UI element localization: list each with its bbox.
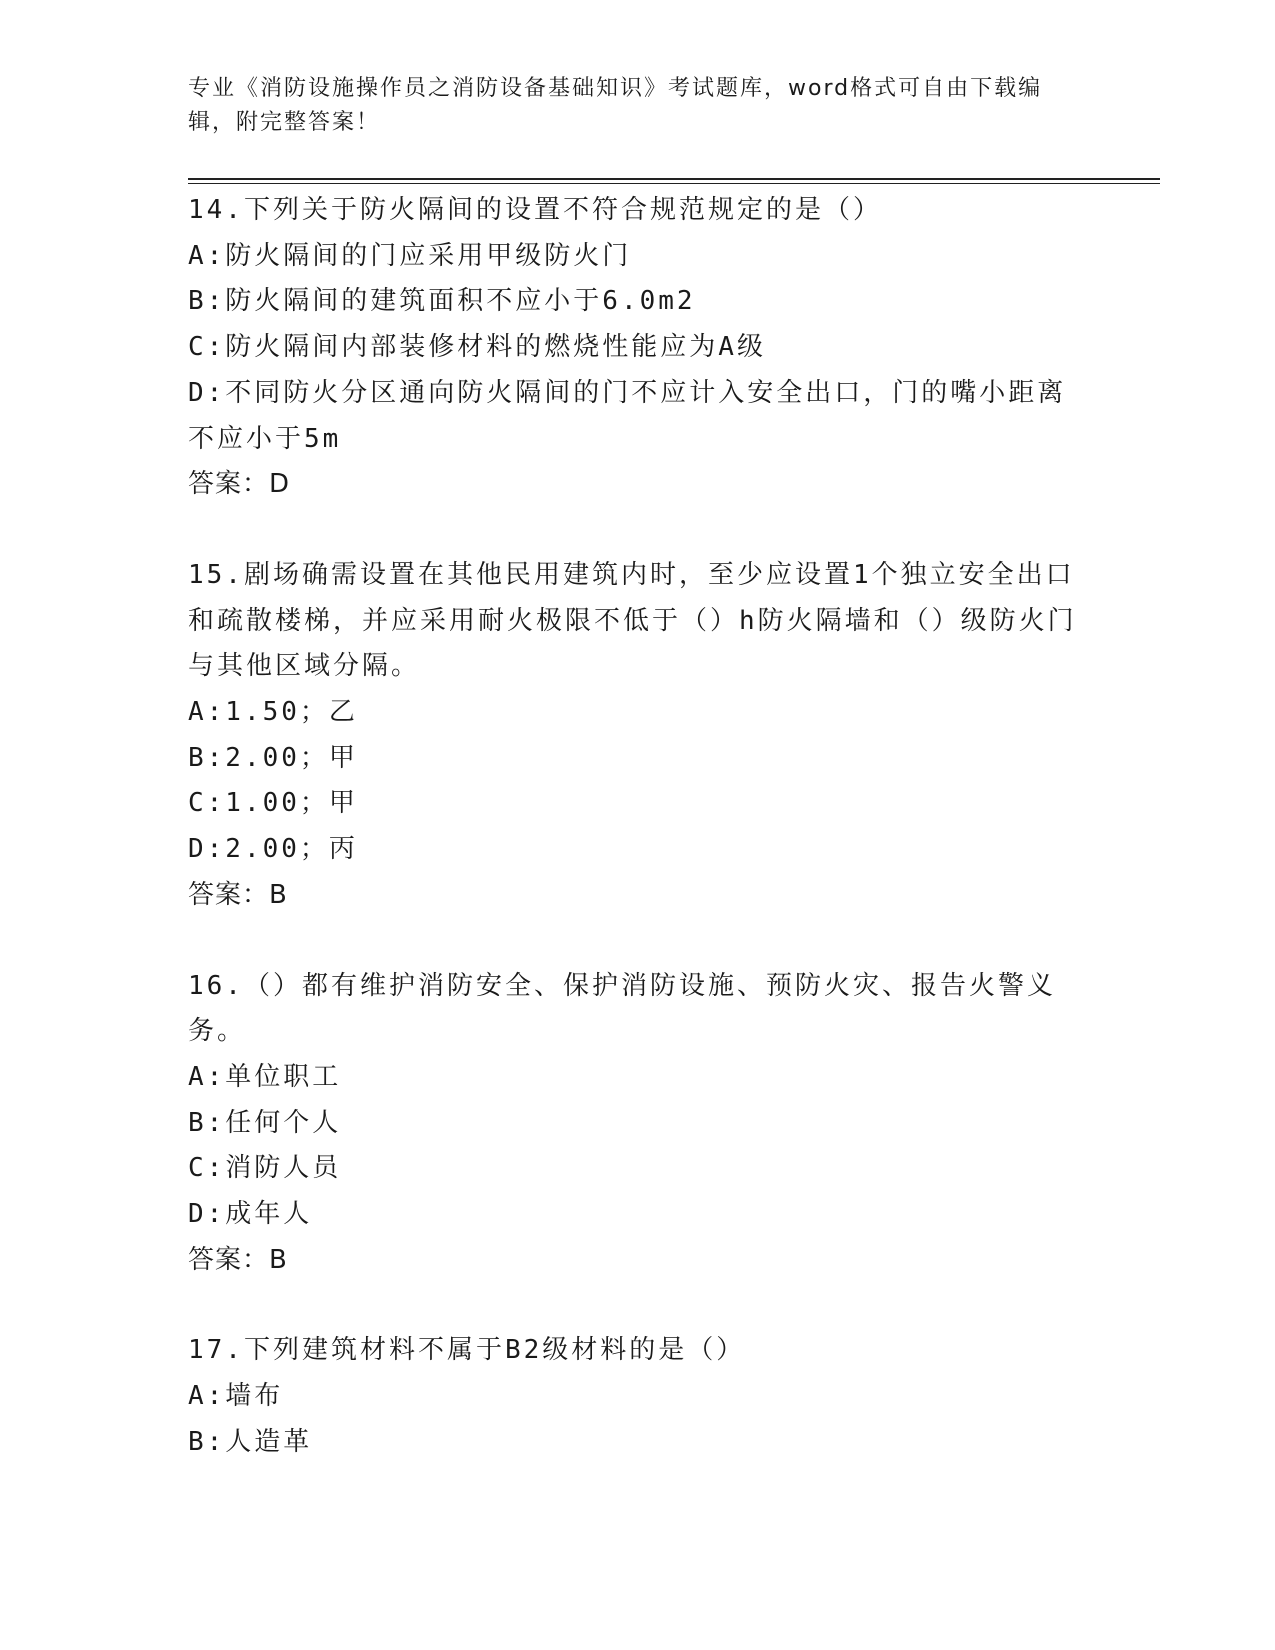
answer-label: 答案：B <box>188 1244 288 1275</box>
question-stem: 15.剧场确需设置在其他民用建筑内时，至少应设置1个独立安全出口和疏散楼梯，并应采用耐火极限不低于（）h防火隔墙和（）级防火门与其他区域分隔。 <box>188 559 1077 682</box>
document-header: 专业《消防设施操作员之消防设备基础知识》考试题库，word格式可自由下载编辑，附完整答案！ <box>188 76 1043 135</box>
option-b: B:任何个人 <box>188 1107 342 1138</box>
option-a: A:墙布 <box>188 1381 284 1412</box>
option-c: C:1.00；甲 <box>188 788 358 819</box>
option-b: B:人造革 <box>188 1426 313 1457</box>
option-d: D:2.00；丙 <box>188 834 358 865</box>
question-17 <box>188 1328 1088 1465</box>
answer-label: 答案：B <box>188 879 288 910</box>
question-16 <box>188 964 1088 1284</box>
option-c: C:消防人员 <box>188 1153 342 1184</box>
option-a: A:1.50；乙 <box>188 697 358 728</box>
question-15 <box>188 553 1088 919</box>
question-stem: 14.下列关于防火隔间的设置不符合规范规定的是（） <box>188 195 882 225</box>
option-a: A:防火隔间的门应采用甲级防火门 <box>188 240 632 271</box>
header-rule-thin <box>188 183 1160 184</box>
option-b: B:2.00；甲 <box>188 742 358 773</box>
header-rule-thick <box>188 178 1160 180</box>
option-c: C:防火隔间内部装修材料的燃烧性能应为A级 <box>188 332 766 363</box>
option-b: B:防火隔间的建筑面积不应小于6.0m2 <box>188 286 696 317</box>
option-d: D:不同防火分区通向防火隔间的门不应计入安全出口，门的嘴小距离不应小于5m <box>188 377 1067 454</box>
option-a: A:单位职工 <box>188 1061 342 1092</box>
answer-label: 答案：D <box>188 469 291 500</box>
option-d: D:成年人 <box>188 1199 313 1230</box>
question-stem: 16.（）都有维护消防安全、保护消防设施、预防火灾、报告火警义务。 <box>188 970 1056 1047</box>
question-stem: 17.下列建筑材料不属于B2级材料的是（） <box>188 1335 746 1366</box>
question-14 <box>188 188 1088 508</box>
question-list <box>188 188 1088 1466</box>
